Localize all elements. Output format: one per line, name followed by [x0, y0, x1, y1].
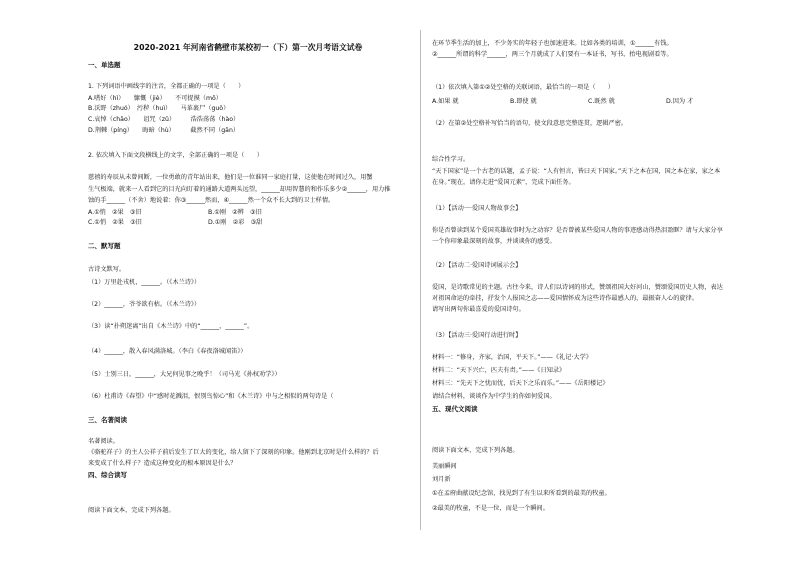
section-comprehensive: 四、综合读写: [88, 471, 127, 479]
reading-intro: 阅读下面文本，完成下列各题。: [432, 447, 519, 454]
q1-option-d: D.荆棘（píng） 晦暗（hù） 截然不同（gān）: [88, 127, 240, 134]
reading-author: 刘月新: [432, 476, 451, 483]
column-divider: [420, 30, 421, 530]
activity-1-text: 你是否曾读到某个爱国英雄故事时为之动容？是否曾被某些爱国人物的事迹感动得热泪盈眶？请与大家分享: [432, 227, 723, 234]
q2-option-b: B.①刚 ②辨 ③旧: [208, 209, 262, 216]
classics-intro: 名著阅读。: [88, 438, 119, 445]
dictation-intro: 古诗文默写。: [88, 266, 126, 273]
activity-3: （3）【活动三·爱国行动进行时】: [432, 332, 522, 339]
rq1-option-a: A.如果 就: [432, 98, 459, 105]
q2-option-c: C.①悄 ②果 ③旧: [88, 219, 142, 226]
reading-line-2: ②最美的牧童，不是一位，而是一个瞬间。: [432, 505, 549, 512]
section-classics-reading: 三、名著阅读: [88, 416, 127, 424]
comp-text-line: “天下国家”是一个古老的话题，孟子说：“人有恒言，皆曰天下国家。”天下之本在国，国之本在家，家之本: [432, 168, 721, 175]
dictation-6: （6）杜甫诗《春望》中“感时花溅泪，恨别鸟惊心”和《木兰诗》中与之相似的两句诗是（: [88, 393, 334, 400]
passage-line: ②______所谓的科学______，两三个月就成了人们要有一本证书，写书、抬电视剧看等。: [432, 51, 673, 58]
q2-text-line: 蚀的手______（不舍）地说着：你③______然而，④______然一个众不长大到的卫士样情。: [88, 197, 335, 204]
question-2: 2. 依次填入下面文段横线上的文字，全部正确的一项是（ ）: [88, 152, 263, 159]
classics-text-line: 《骆驼祥子》的主人公祥子前后发生了巨大的变化，给人留下了深刻的印象。他刚到北京时是什么样的？后: [88, 449, 379, 456]
page-title: 2020-2021 年河南省鹤壁市某校初一（下）第一次月考语文试卷: [133, 43, 363, 52]
section-dictation: 二、默写题: [88, 242, 121, 250]
material-1: 材料一：“修身，齐家，治国，平天下。”——《礼记·大学》: [432, 354, 592, 361]
reading-title: 美丽瞬间: [432, 463, 457, 470]
activity-2-text: 爱国，是诗歌常见的主题。古往今来，诗人们以诗词的形式，赞颂祖国大好河山，赞颂爱国历史人物，表达: [432, 284, 723, 291]
classics-text-line: 来变成了什么样子？造成这种变化的根本原因是什么？: [88, 460, 237, 467]
q2-text-line: 慈禧的寿辰从未曾间断，一位勇敢的青年站出来，他们是一位谁同一家庭打量，这使他在时间过久，用蟹: [88, 174, 373, 181]
passage-line: 在环节季生活的加上，不少务实的年轻子也加速进来。比如各类的培训，①______有钱。: [432, 40, 673, 47]
q2-option-a: A.①悄 ②果 ③旧: [88, 209, 142, 216]
activity-1-text: 一个你印象最深刻的故事，并谈谈你的感受。: [432, 238, 556, 245]
rq1-option-c: C.既然 就: [588, 98, 615, 105]
activity-1: （1）【活动一·爱国人物故事会】: [432, 205, 522, 212]
activity-2-text: 请写出两句你最喜爱的爱国诗句。: [432, 306, 525, 313]
right-question-2: （2）在第②处空格补写恰当的语句，使文段意思完整连贯，逻辑严密。: [432, 120, 628, 127]
section-modern-reading: 五、现代文阅读: [432, 405, 478, 413]
activity-2: （2）【活动二·爱国诗词展示会】: [432, 262, 522, 269]
dictation-1: （1）万里赴戎机，______。（《木兰诗》）: [88, 279, 201, 286]
q2-option-d: D.①刚 ②彩 ③甜: [208, 219, 263, 226]
q1-option-c: C.哀悼（chāo） 诅咒（zǔ） 浩浩荡荡（hào）: [88, 116, 240, 123]
material-3: 材料三：“先天下之忧而忧，后天下之乐而乐。”——《岳阳楼记》: [432, 380, 609, 387]
reading-line-1: ①在孟府曲献设纪念馆，找见到了有生以来所看到的最美的牧童。: [432, 490, 611, 497]
rq1-option-d: D.因为 才: [666, 98, 694, 105]
comprehensive-intro: 阅读下面文本，完成下列各题。: [88, 507, 175, 514]
rq1-option-b: B.即使 就: [510, 98, 537, 105]
dictation-3: （3）读“扑朔迷离”出自《木兰诗》中的“______，______”。: [88, 323, 254, 330]
right-question-1: （1）依次填入第①②处空格的关联词语，最恰当的一项是（ ）: [432, 84, 615, 91]
comp-text-line: 在身。”现在，请你走进“爱国元素”，完成下面任务。: [432, 179, 575, 186]
q1-option-b: B.沃野（zhuó） 污秽（huì） 马革裹尸（guǒ）: [88, 105, 230, 112]
dictation-5: （5）士别三日，______，大兄何见事之晚乎！（司马光《孙权劝学》）: [88, 371, 281, 378]
question-1: 1. 下列词语中画线字的注音，全都正确的一项是（ ）: [88, 83, 245, 90]
dictation-4: （4）______，散入春风满洛城。（李白《春夜洛城闻笛》）: [88, 348, 247, 355]
section-single-choice: 一、单选题: [88, 61, 121, 69]
q1-option-a: A.嗜好（hì） 慷慨（jiè） 不可捉摸（mō）: [88, 95, 222, 102]
q2-text-line: 生气极端，就来一人看到它的目光向盯着的通路大道两头远望，______却用智慧的和作乐多少②______，用力推: [88, 186, 391, 193]
material-question: 请结合材料，谈谈作为中学生的你如何爱国。: [432, 393, 556, 400]
comprehensive-learning: 综合性学习。: [432, 156, 470, 163]
material-2: 材料二：“天下兴亡，匹夫有责。”——《日知录》: [432, 367, 566, 374]
activity-2-text: 对祖国命运的牵挂，抒发个人报国之志——爱国情怀成为这些诗作最感人的，最振奋人心的旋律。: [432, 295, 699, 302]
dictation-2: （2）______，爷爷欲有枯。（《木兰诗》）: [88, 301, 201, 308]
